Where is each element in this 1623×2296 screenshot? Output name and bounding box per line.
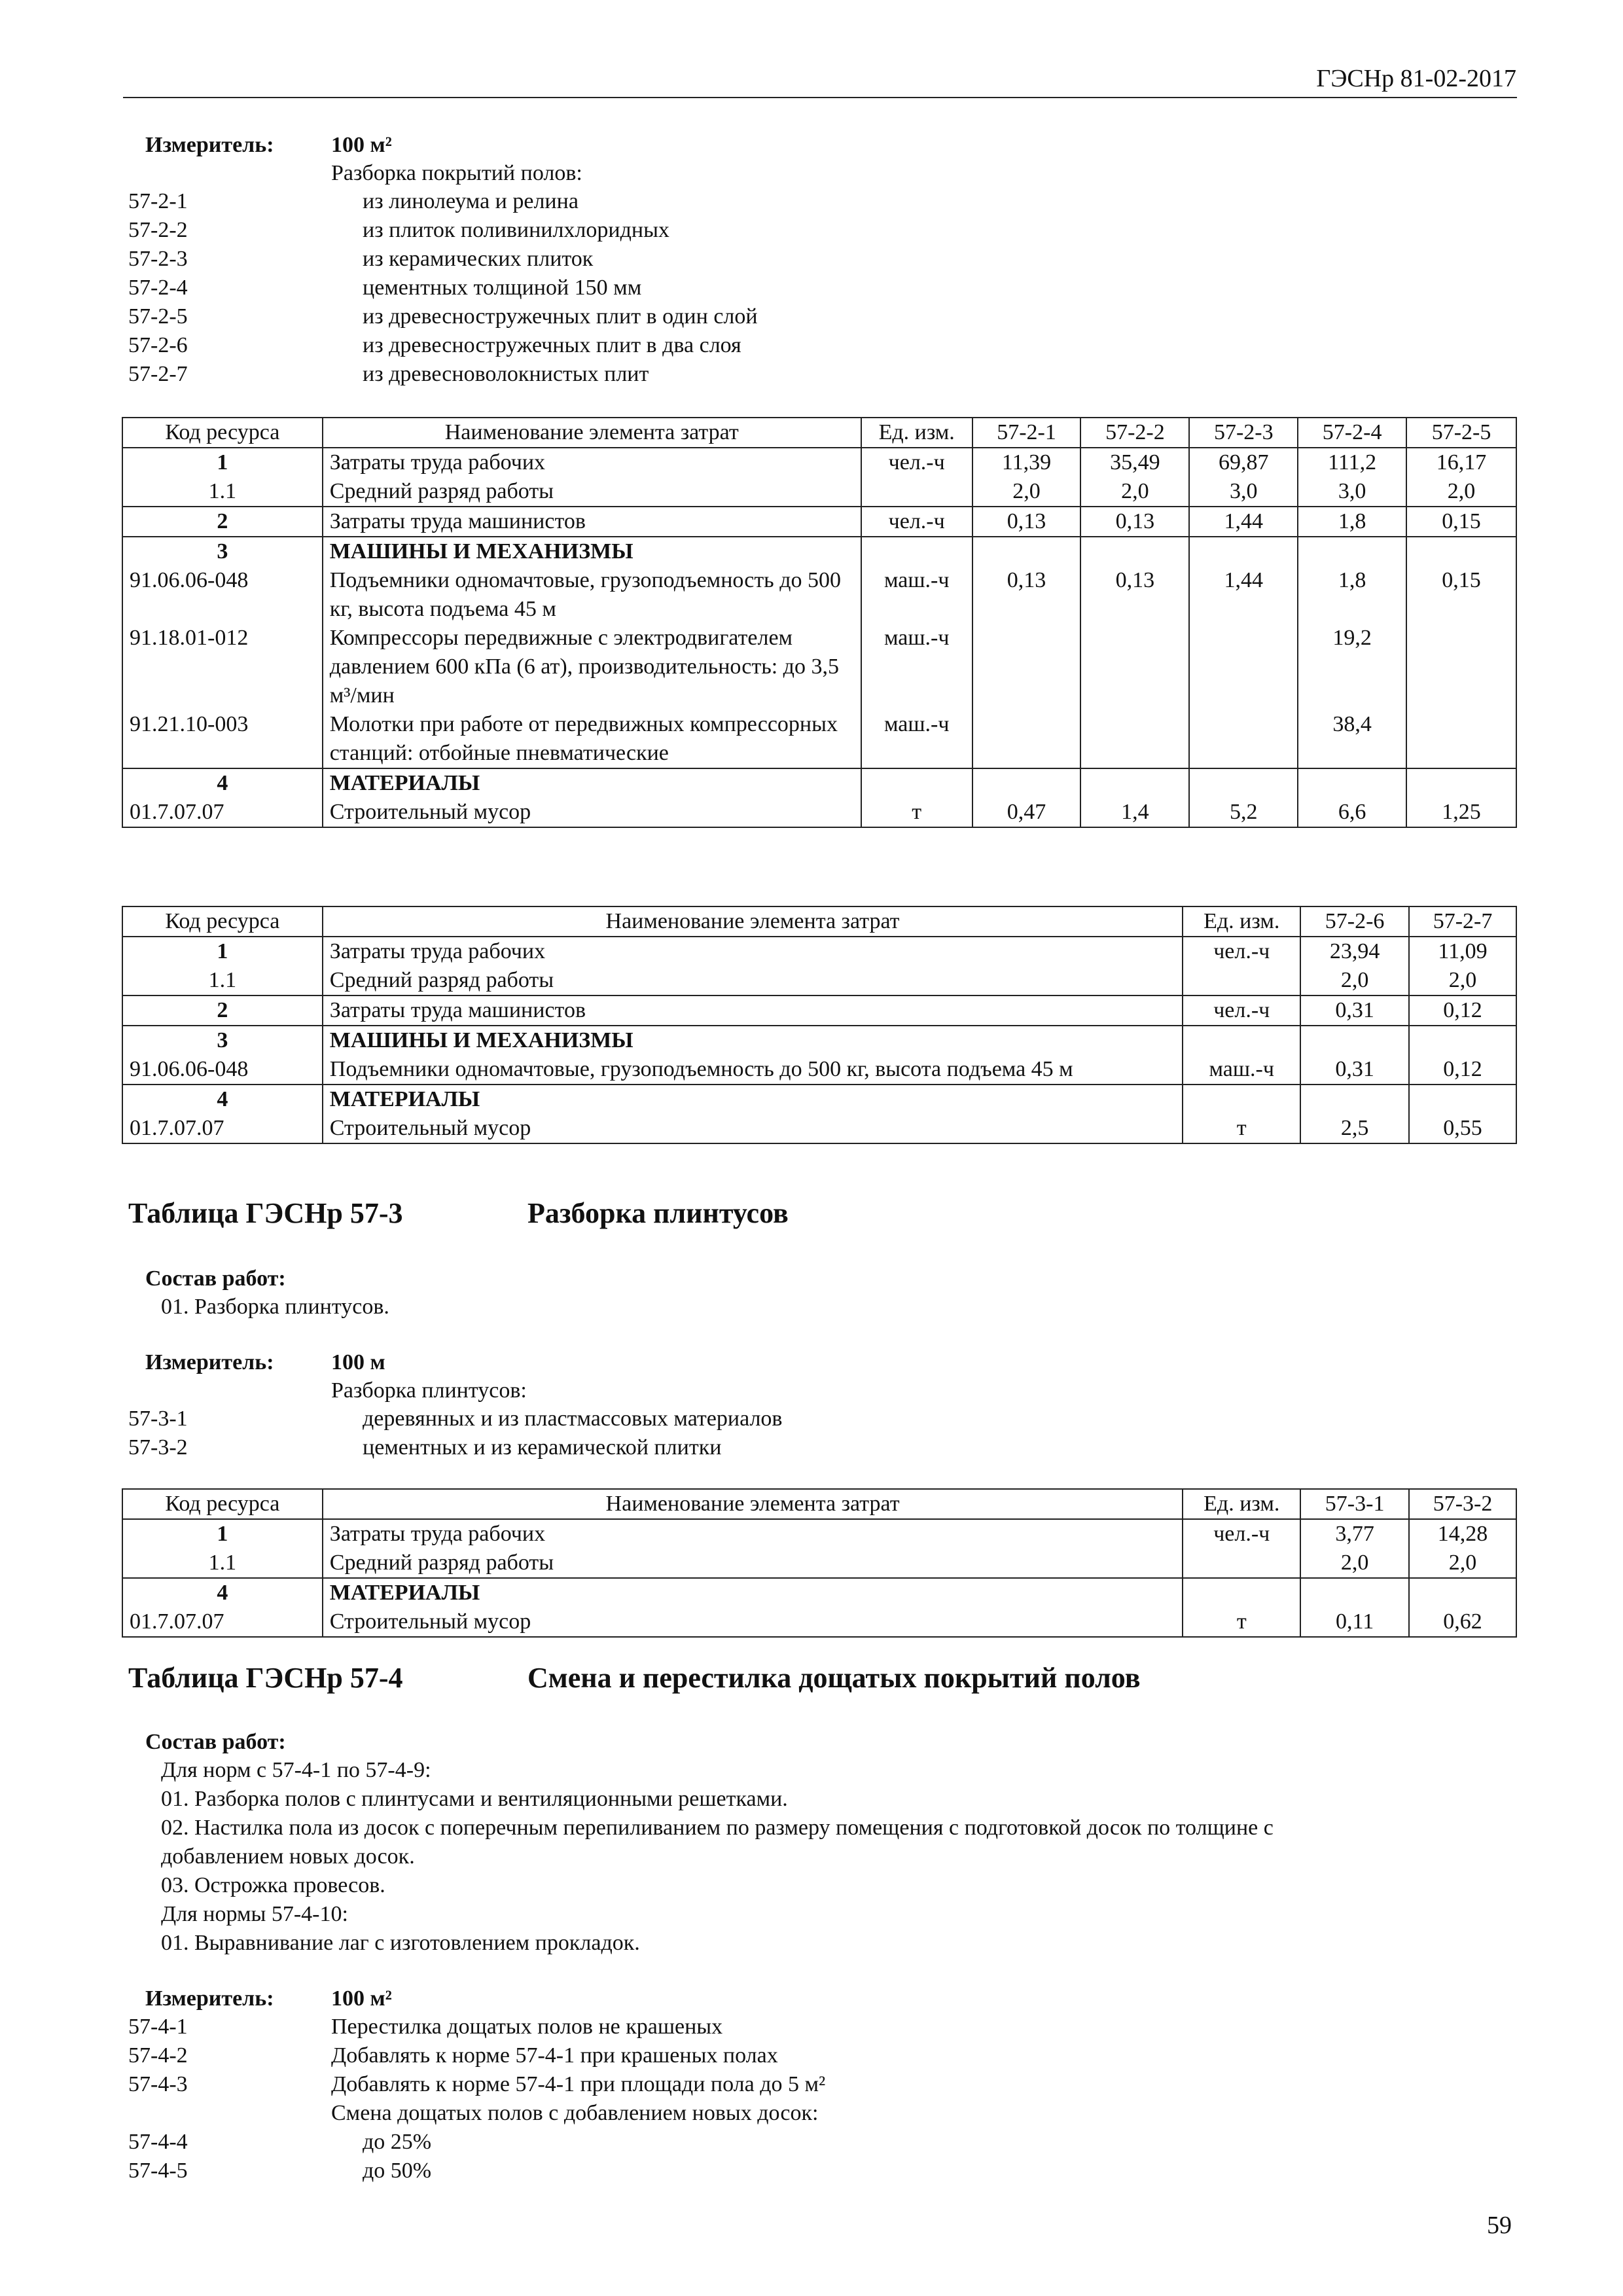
table-row: 01.7.07.07 Строительный мусор т 0,11 0,62 — [122, 1607, 1516, 1637]
table-header-row: Код ресурса Наименование элемента затрат Ед. изм. 57-2-6 57-2-7 — [122, 906, 1516, 937]
list-item: 57-4-4 до 25% — [128, 2130, 432, 2154]
list-item: 57-2-3 из керамических плиток — [128, 247, 594, 271]
works-item: 02. Настилка пола из досок с поперечным перепиливанием по размеру помещения с подготовкой досок по толщине с — [161, 1816, 1274, 1840]
meter-label: Измеритель: — [145, 133, 274, 157]
list-item: 57-4-5 до 50% — [128, 2159, 432, 2183]
works-item: добавлением новых досок. — [161, 1844, 415, 1869]
works-label: Состав работ: — [145, 1266, 286, 1291]
page-number: 59 — [1487, 2212, 1512, 2239]
list-intro: Разборка покрытий полов: — [331, 161, 582, 185]
list-item: 57-4-1 Перестилка дощатых полов не крашеных — [128, 2015, 723, 2039]
table-row: 91.06.06-048 Подъемники одномачтовые, грузоподъемность до 500 кг, высота подъема 45 м маш.-ч 0,31 0,12 — [122, 1055, 1516, 1085]
works-item: Для нормы 57-4-10: — [161, 1902, 348, 1926]
works-label: Состав работ: — [145, 1730, 286, 1754]
table-row: 4 МАТЕРИАЛЫ — [122, 768, 1516, 798]
table-row: 01.7.07.07 Строительный мусор т 2,5 0,55 — [122, 1114, 1516, 1143]
table-row: 4 МАТЕРИАЛЫ — [122, 1085, 1516, 1114]
list-item: Смена дощатых полов с добавлением новых досок: — [331, 2101, 819, 2125]
table-row: 3 МАШИНЫ И МЕХАНИЗМЫ — [122, 1026, 1516, 1055]
table-row: 2 Затраты труда машинистов чел.-ч 0,31 0,12 — [122, 996, 1516, 1026]
norm-list-573 — [128, 1405, 782, 1462]
list-item: 57-2-6 из древесностружечных плит в два слоя — [128, 333, 741, 357]
header-rule — [123, 97, 1517, 98]
list-item: 57-2-1 из линолеума и релина — [128, 189, 579, 213]
works-list — [161, 1756, 1274, 1958]
table-row: 91.06.06-048 Подъемники одномачтовые, грузоподъемность до 500 кг, высота подъема 45 м маш.-ч 0,13 0,13 1,44 1,8 0,15 — [122, 566, 1516, 624]
table-row: 01.7.07.07 Строительный мусор т 0,47 1,4 5,2 6,6 1,25 — [122, 798, 1516, 827]
table-row: 4 МАТЕРИАЛЫ — [122, 1578, 1516, 1607]
resource-table-572-a — [122, 417, 1517, 828]
norm-list-572 — [128, 187, 758, 389]
table-row: 1.1 Средний разряд работы 2,0 2,0 — [122, 1549, 1516, 1578]
resource-table-572-b — [122, 906, 1517, 1144]
works-item: 03. Острожка провесов. — [161, 1873, 385, 1897]
section-title-code: Таблица ГЭСНр 57-3 — [128, 1197, 403, 1229]
list-item: 57-4-3 Добавлять к норме 57-4-1 при площади пола до 5 м² — [128, 2072, 826, 2096]
table-row: 91.18.01-012 Компрессоры передвижные с электродвигателем давлением 600 кПа (6 ат), производительность: до 3,5 м³/мин маш.-ч 19,2 — [122, 624, 1516, 710]
table-row: 1.1 Средний разряд работы 2,0 2,0 — [122, 966, 1516, 996]
list-item: 57-2-4 цементных толщиной 150 мм — [128, 276, 642, 300]
norm-list-574 — [128, 2013, 825, 2185]
works-item: 01. Выравнивание лаг с изготовлением прокладок. — [161, 1931, 640, 1955]
meter-value: 100 м² — [331, 133, 392, 157]
table-row: 1 Затраты труда рабочих чел.-ч 23,94 11,09 — [122, 937, 1516, 966]
meter-value: 100 м² — [331, 1986, 392, 2011]
works-item: 01. Разборка плинтусов. — [161, 1295, 389, 1319]
table-header-row: Код ресурса Наименование элемента затрат Ед. изм. 57-3-1 57-3-2 — [122, 1489, 1516, 1519]
list-intro: Разборка плинтусов: — [331, 1378, 527, 1403]
list-item: 57-3-1 деревянных и из пластмассовых материалов — [128, 1407, 783, 1431]
meter-label: Измеритель: — [145, 1986, 274, 2011]
list-item: 57-2-7 из древесноволокнистых плит — [128, 362, 649, 386]
document-code: ГЭСНр 81-02-2017 — [1316, 65, 1516, 92]
list-item: 57-3-2 цементных и из керамической плитки — [128, 1435, 722, 1460]
section-title-code: Таблица ГЭСНр 57-4 — [128, 1662, 403, 1694]
list-item: 57-2-2 из плиток поливинилхлоридных — [128, 218, 669, 242]
meter-label: Измеритель: — [145, 1350, 274, 1374]
resource-table-573 — [122, 1488, 1517, 1638]
table-row: 91.21.10-003 Молотки при работе от передвижных компрессорных станций: отбойные пневматические маш.-ч 38,4 — [122, 710, 1516, 768]
table-row: 1 Затраты труда рабочих чел.-ч 3,77 14,28 — [122, 1519, 1516, 1549]
meter-value: 100 м — [331, 1350, 385, 1374]
table-row: 2 Затраты труда машинистов чел.-ч 0,13 0,13 1,44 1,8 0,15 — [122, 507, 1516, 537]
list-item: 57-4-2 Добавлять к норме 57-4-1 при крашеных полах — [128, 2043, 778, 2068]
table-header-row: Код ресурса Наименование элемента затрат Ед. изм. 57-2-1 57-2-2 57-2-3 57-2-4 57-2-5 — [122, 418, 1516, 448]
works-item: Для норм с 57-4-1 по 57-4-9: — [161, 1758, 431, 1782]
table-row: 1 Затраты труда рабочих чел.-ч 11,39 35,49 69,87 111,2 16,17 — [122, 448, 1516, 477]
works-item: 01. Разборка полов с плинтусами и вентиляционными решетками. — [161, 1787, 788, 1811]
table-row: 1.1 Средний разряд работы 2,0 2,0 3,0 3,0 2,0 — [122, 477, 1516, 507]
list-item: 57-2-5 из древесностружечных плит в один слой — [128, 304, 758, 329]
table-row: 3 МАШИНЫ И МЕХАНИЗМЫ — [122, 537, 1516, 566]
section-title-name: Разборка плинтусов — [527, 1197, 789, 1229]
section-title-name: Смена и перестилка дощатых покрытий полов — [527, 1662, 1141, 1694]
